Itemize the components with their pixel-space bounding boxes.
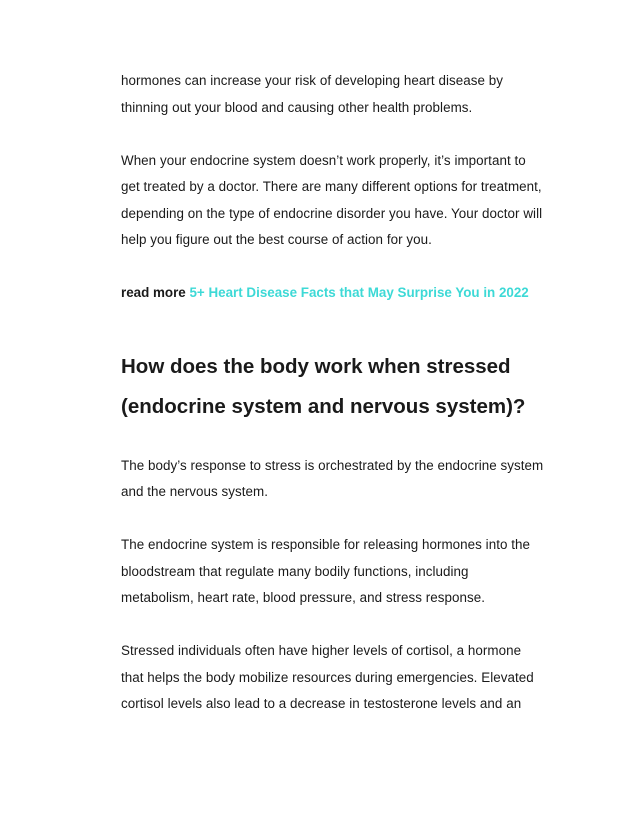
paragraph-line: The endocrine system is responsible for releasing hormones into the (121, 537, 530, 552)
paragraph-line: bloodstream that regulate many bodily functions, including (121, 563, 469, 579)
paragraph-line: thinning out your blood and causing other health problems. (121, 99, 473, 115)
read-more-label: read more (121, 285, 186, 300)
read-more (121, 280, 571, 307)
paragraph-line: metabolism, heart rate, blood pressure, and stress response. (121, 590, 485, 605)
paragraph-line: get treated by a doctor. There are many different options for treatment, (121, 179, 542, 194)
paragraph-line: help you figure out the best course of action for you. (121, 232, 432, 247)
section-heading-line: (endocrine system and nervous system)? (121, 394, 526, 418)
paragraph-line: Stressed individuals often have higher levels of cortisol, a hormone (121, 643, 522, 658)
paragraph-endocrine-hormones (121, 532, 571, 612)
paragraph-cortisol (121, 638, 571, 718)
paragraph-stress-response (121, 453, 571, 506)
paragraph-line: When your endocrine system doesn’t work properly, it’s important to (121, 152, 526, 168)
paragraph-line: cortisol levels also lead to a decrease in testosterone levels and an (121, 696, 522, 711)
document-page (121, 68, 571, 744)
paragraph-line: The body’s response to stress is orchestrated by the endocrine system (121, 457, 544, 473)
paragraph-line: that helps the body mobilize resources during emergencies. Elevated (121, 669, 534, 685)
paragraph-line: depending on the type of endocrine disorder you have. Your doctor will (121, 205, 543, 221)
section-heading-line: How does the body work when stressed (121, 354, 511, 378)
paragraph-line: and the nervous system. (121, 484, 269, 499)
section-heading (121, 347, 571, 427)
paragraph-hormones-risk (121, 68, 571, 121)
read-more-link[interactable]: 5+ Heart Disease Facts that May Surprise You in 2022 (189, 285, 529, 300)
paragraph-line: hormones can increase your risk of developing heart disease by (121, 73, 503, 88)
paragraph-endocrine-treatment (121, 148, 571, 254)
